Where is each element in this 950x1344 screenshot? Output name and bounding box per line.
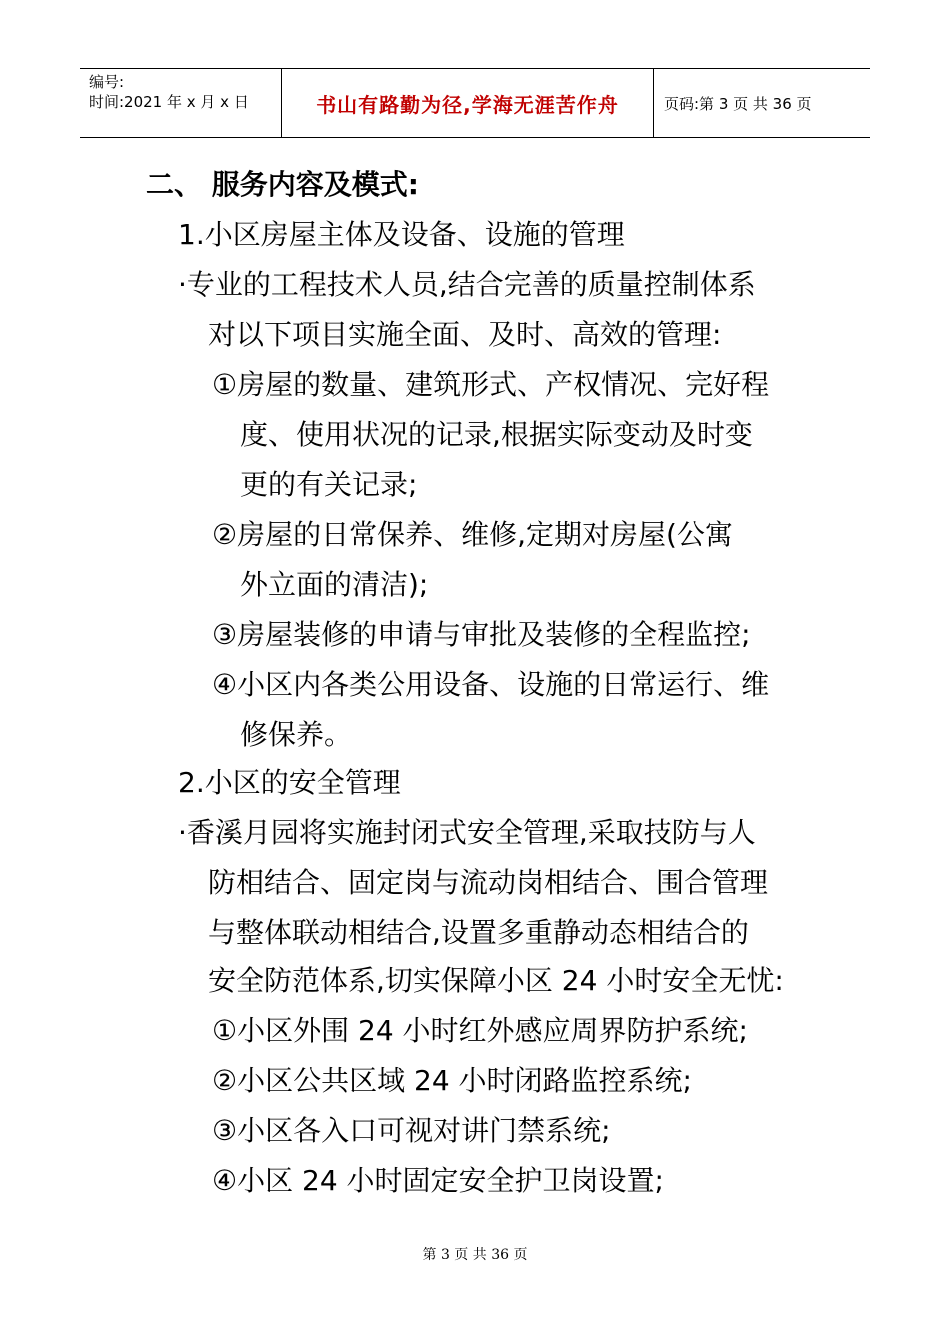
- header-page-cell: [654, 69, 870, 137]
- item2-title: 2.小区的安全管理: [178, 766, 401, 799]
- item2-point-1: ①小区外围 24 小时红外感应周界防护系统;: [212, 1014, 748, 1047]
- section-title: 二、 服务内容及模式:: [146, 168, 419, 201]
- document-header: [80, 68, 870, 138]
- item1-point-2-cont: 外立面的清洁);: [240, 568, 429, 601]
- item2-intro-line: 与整体联动相结合,设置多重静动态相结合的: [208, 916, 749, 949]
- document-number: 编号:: [89, 73, 125, 91]
- item1-point-1: ①房屋的数量、建筑形式、产权情况、完好程: [212, 368, 770, 401]
- item1-intro-line: 对以下项目实施全面、及时、高效的管理:: [208, 318, 722, 351]
- item1-point-2: ②房屋的日常保养、维修,定期对房屋(公寓: [212, 518, 733, 551]
- item1-point-4-cont: 修保养。: [240, 718, 353, 751]
- header-motto-cell: [282, 69, 654, 137]
- page-footer: 第 3 页 共 36 页: [422, 1247, 528, 1263]
- item2-intro-line: ·香溪月园将实施封闭式安全管理,采取技防与人: [178, 816, 756, 849]
- item2-point-2: ②小区公共区域 24 小时闭路监控系统;: [212, 1064, 692, 1097]
- item1-point-1-cont: 度、使用状况的记录,根据实际变动及时变: [240, 418, 753, 451]
- item1-point-3: ③房屋装修的申请与审批及装修的全程监控;: [212, 618, 751, 651]
- header-page-info: 页码:第 3 页 共 36 页: [664, 94, 812, 113]
- item2-point-3: ③小区各入口可视对讲门禁系统;: [212, 1114, 611, 1147]
- item1-intro-line: ·专业的工程技术人员,结合完善的质量控制体系: [178, 268, 756, 301]
- item2-intro-line: 安全防范体系,切实保障小区 24 小时安全无忧:: [208, 964, 784, 997]
- item1-point-4: ④小区内各类公用设备、设施的日常运行、维: [212, 668, 770, 701]
- item2-point-4: ④小区 24 小时固定安全护卫岗设置;: [212, 1164, 664, 1197]
- item1-title: 1.小区房屋主体及设备、设施的管理: [178, 218, 625, 251]
- header-motto: 书山有路勤为径,学海无涯苦作舟: [316, 92, 619, 117]
- header-meta-cell: [80, 69, 282, 137]
- document-date: 时间:2021 年 x 月 x 日: [89, 93, 249, 111]
- item1-point-1-cont: 更的有关记录;: [240, 468, 418, 501]
- item2-intro-line: 防相结合、固定岗与流动岗相结合、围合管理: [208, 866, 769, 899]
